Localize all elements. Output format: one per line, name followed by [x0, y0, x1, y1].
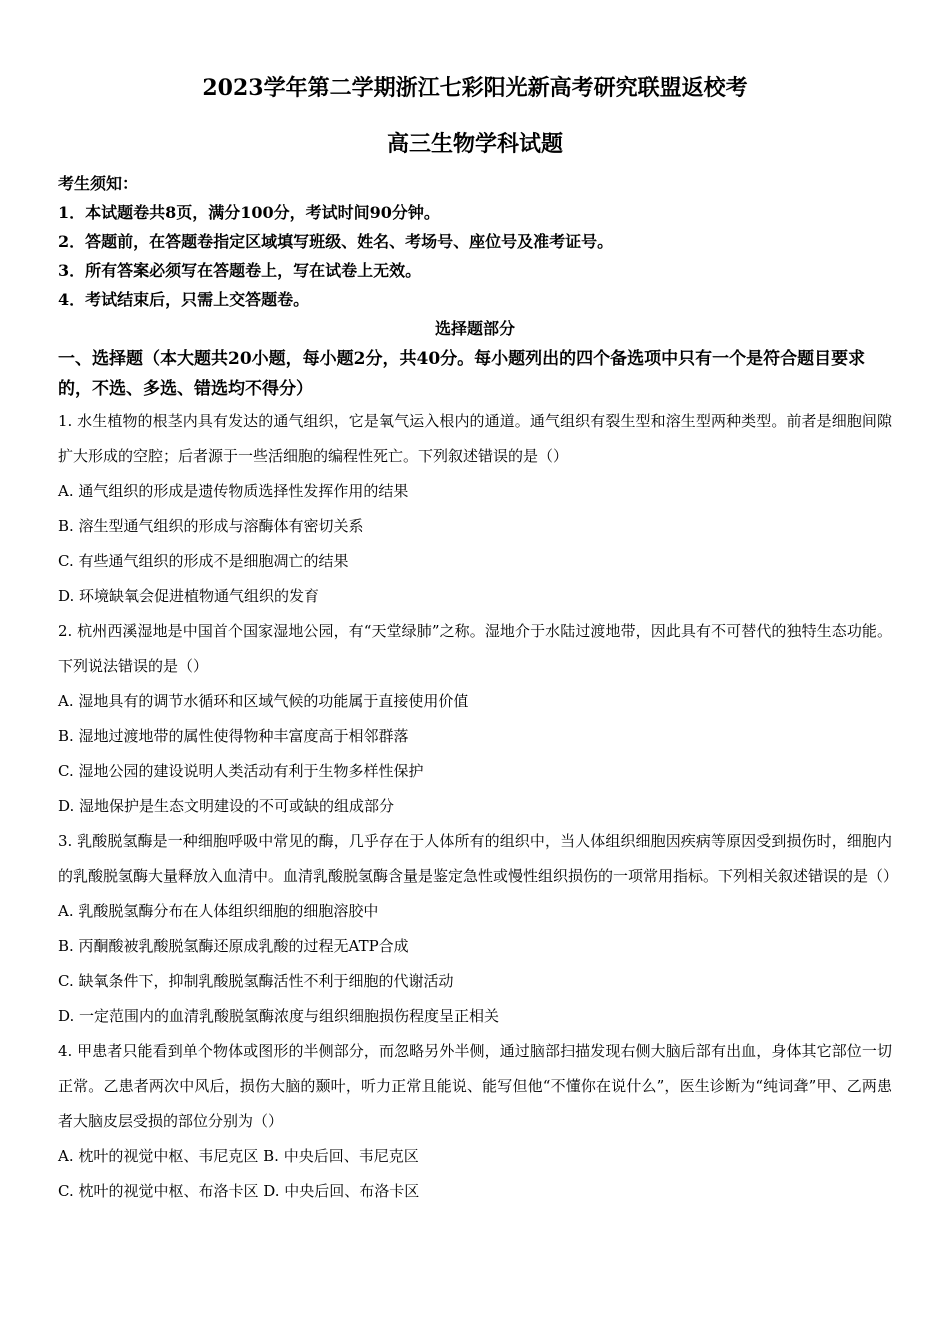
option-c: C. 湿地公园的建设说明人类活动有利于生物多样性保护: [58, 762, 424, 780]
question-stem: 1. 水生植物的根茎内具有发达的通气组织，它是氧气运入根内的通道。通气组织有裂生型和溶生型两种类型。前者是细胞间隙扩大形成的空腔；后者源于一些活细胞的编程性死亡。下列叙述错误的是（）: [58, 412, 892, 465]
question-stem: 3. 乳酸脱氢酶是一种细胞呼吸中常见的酶，几乎存在于人体所有的组织中，当人体组织细胞因疾病等原因受到损伤时，细胞内的乳酸脱氢酶大量释放入血清中。血清乳酸脱氢酶含量是鉴定急性或慢性组织损伤的一项常用指标。下列相关叙述错误的是（）: [58, 832, 899, 885]
candidate-notice: [58, 169, 892, 314]
option-cd: C. 枕叶的视觉中枢、布洛卡区 D. 中央后回、布洛卡区: [58, 1182, 420, 1200]
option-c: C. 缺氧条件下，抑制乳酸脱氢酶活性不利于细胞的代谢活动: [58, 972, 454, 990]
option-a: A. 乳酸脱氢酶分布在人体组织细胞的细胞溶胶中: [58, 902, 379, 920]
section-title: 选择题部分: [434, 319, 515, 338]
option-a: A. 通气组织的形成是遗传物质选择性发挥作用的结果: [58, 482, 409, 500]
option-d: D. 一定范围内的血清乳酸脱氢酶浓度与组织细胞损伤程度呈正相关: [58, 1007, 500, 1025]
question-1: [58, 404, 892, 614]
option-c: C. 有些通气组织的形成不是细胞凋亡的结果: [58, 552, 349, 570]
notice-heading: 考生须知：: [58, 174, 139, 193]
question-stem: 2. 杭州西溪湿地是中国首个国家湿地公园，有“天堂绿肺”之称。湿地介于水陆过渡地带，因此具有不可替代的独特生态功能。下列说法错误的是（）: [58, 622, 892, 675]
option-b: B. 溶生型通气组织的形成与溶酶体有密切关系: [58, 517, 364, 535]
notice-item: 3．所有答案必须写在答题卷上，写在试卷上无效。: [58, 261, 422, 280]
notice-item: 2．答题前，在答题卷指定区域填写班级、姓名、考场号、座位号及准考证号。: [58, 232, 614, 251]
exam-title: 2023学年第二学期浙江七彩阳光新高考研究联盟返校考: [202, 75, 748, 101]
notice-item: 1．本试题卷共8页，满分100分，考试时间90分钟。: [58, 203, 440, 222]
option-a: A. 湿地具有的调节水循环和区域气候的功能属于直接使用价值: [58, 692, 469, 710]
option-ab: A. 枕叶的视觉中枢、韦尼克区 B. 中央后回、韦尼克区: [58, 1147, 419, 1165]
question-2: [58, 614, 892, 824]
option-b: B. 湿地过渡地带的属性使得物种丰富度高于相邻群落: [58, 727, 409, 745]
question-3: [58, 824, 899, 1034]
question-stem: 4. 甲患者只能看到单个物体或图形的半侧部分，而忽略另外半侧，通过脑部扫描发现右侧大脑后部有出血，身体其它部位一切正常。乙患者两次中风后，损伤大脑的颞叶，听力正常且能说、能写但他“不懂你在说什么”，医生诊断为“纯词聋”甲、乙两患者大脑皮层受损的部位分别为（）: [58, 1042, 892, 1130]
part-heading: 一、选择题（本大题共20小题，每小题2分，共40分。每小题列出的四个备选项中只有一个是符合题目要求的，不选、多选、错选均不得分）: [58, 349, 866, 399]
option-d: D. 环境缺氧会促进植物通气组织的发育: [58, 587, 320, 605]
notice-item: 4．考试结束后，只需上交答题卷。: [58, 290, 310, 309]
option-d: D. 湿地保护是生态文明建设的不可或缺的组成部分: [58, 797, 395, 815]
option-b: B. 丙酮酸被乳酸脱氢酶还原成乳酸的过程无ATP合成: [58, 937, 409, 955]
exam-subtitle: 高三生物学科试题: [386, 131, 563, 157]
question-4: [58, 1034, 892, 1209]
